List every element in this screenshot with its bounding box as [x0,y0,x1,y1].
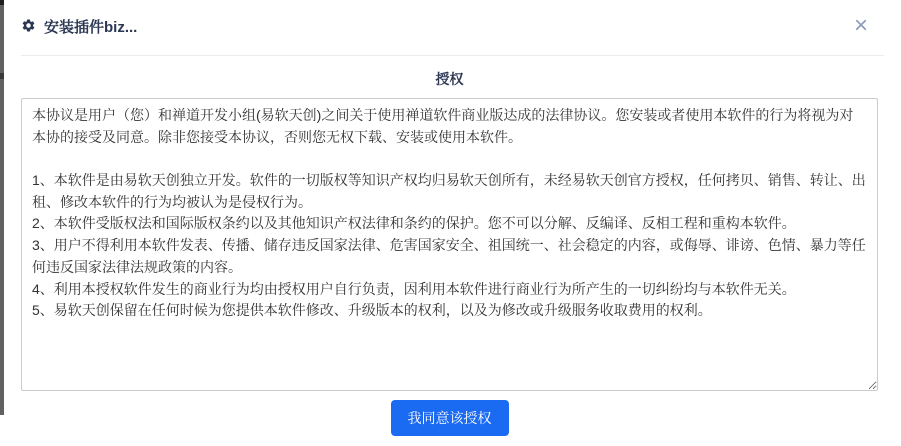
install-plugin-dialog [4,0,901,446]
dialog-footer [21,400,878,436]
license-agreement-textarea[interactable] [21,98,878,391]
authorization-section-title: 授权 [435,71,464,87]
agree-authorization-button[interactable]: 我同意该授权 [391,400,509,436]
dialog-title-text: 安装插件biz... [44,19,138,36]
dialog-header [4,0,901,38]
dialog-title [21,18,877,38]
dialog-body [4,69,878,436]
gear-icon [21,18,36,38]
header-divider [21,55,884,56]
close-icon[interactable]: × [850,12,872,40]
